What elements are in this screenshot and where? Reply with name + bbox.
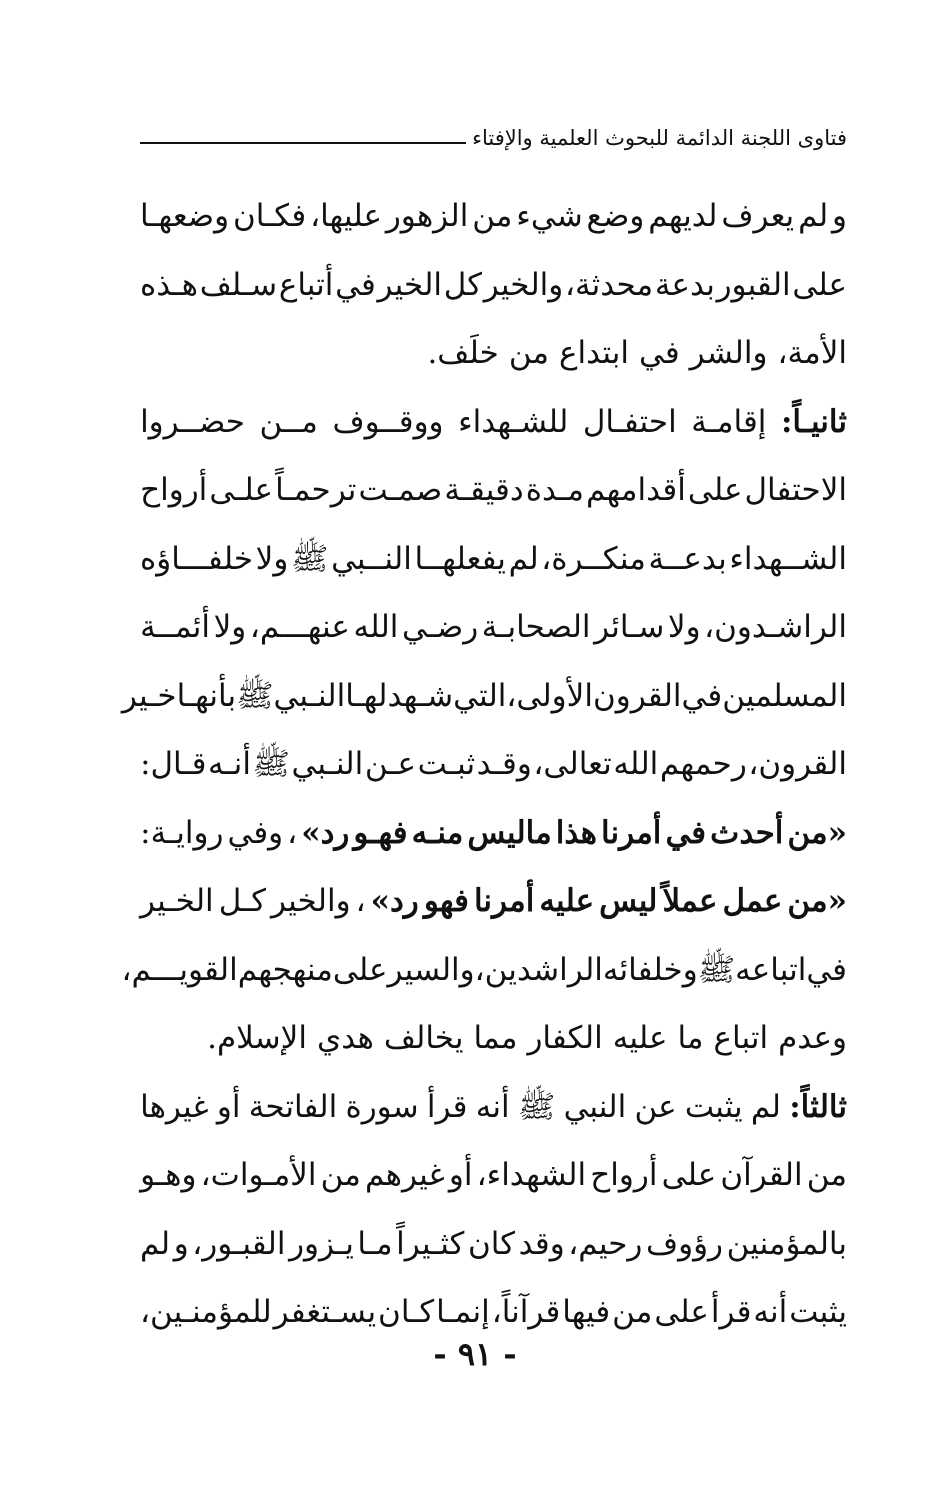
text-line: يثبت أنه قرأ على من فيها قرآناً، إنمـا كـان يسـتغفر للمؤمنـين،	[140, 1294, 847, 1330]
text-line: «من عمل عملاً ليس عليه أمرنا فهو رد» ، والخير كـل الخـير	[140, 883, 847, 919]
text-line: الراشـدون، ولا سـائر الصحابـة رضـي الله عنهـــم، ولا أئمــة	[140, 609, 847, 645]
header-rule	[140, 142, 466, 144]
header-title: فتاوى اللجنة الدائمة للبحوث العلمية والإفتاء	[472, 126, 847, 150]
text-line: القرون، رحمهم الله تعالى، وقـد ثبـت عـن النـبي ﷺ أنـه قـال:	[140, 746, 847, 782]
text-line: «من أحدث في أمرنا هذا ماليس منـه فهـو رد» ، وفي روايـة:	[140, 814, 847, 851]
text-line: وعدم اتباع ما عليه الكفار مما يخالف هدي الإسلام.	[207, 1020, 847, 1056]
text-line: ثالثاً: لم يثبت عن النبي ﷺ أنه قرأ سورة الفاتحة أو غيرها	[140, 1088, 847, 1125]
text-line: الاحتفال على أقدامهم مـدة دقيقـة صمـت ترحمـاً علـى أرواح	[140, 472, 847, 508]
text-line: في اتباعه ﷺ وخلفائه الراشدين، والسير على منهجهم القويـــم،	[121, 951, 847, 988]
page-number: - ٩١ -	[433, 1335, 517, 1373]
text-line: من القرآن على أرواح الشهداء، أو غيرهم من الأمـوات، وهـو	[140, 1157, 847, 1193]
body-text	[121, 182, 847, 1347]
text-line: المسلمين في القرون الأولى، التي شـهد لهـا النـبي ﷺ بأنهـا خـير	[121, 677, 847, 714]
text-line: ثانيـاً: إقامـة احتفـال للشـهداء ووقــوف مــن حضــروا	[140, 403, 847, 440]
text-line: على القبور بدعة محدثة، والخير كل الخير في أتباع سـلف هـذه	[140, 266, 847, 303]
text-line: و لم يعرف لديهم وضع شيء من الزهور عليها، فكـان وضعهـا	[140, 198, 847, 234]
text-line: الشــهداء بدعــة منكــرة، لم يفعلهــا النــبي ﷺ ولا خلفـــاؤه	[140, 540, 847, 577]
text-line: بالمؤمنين رؤوف رحيم، وقد كان كثـيراً مـا يـزور القبـور، و لم	[140, 1225, 847, 1262]
text-line: الأمة، والشر في ابتداع من خلَف.	[427, 335, 847, 371]
running-header	[140, 118, 847, 158]
